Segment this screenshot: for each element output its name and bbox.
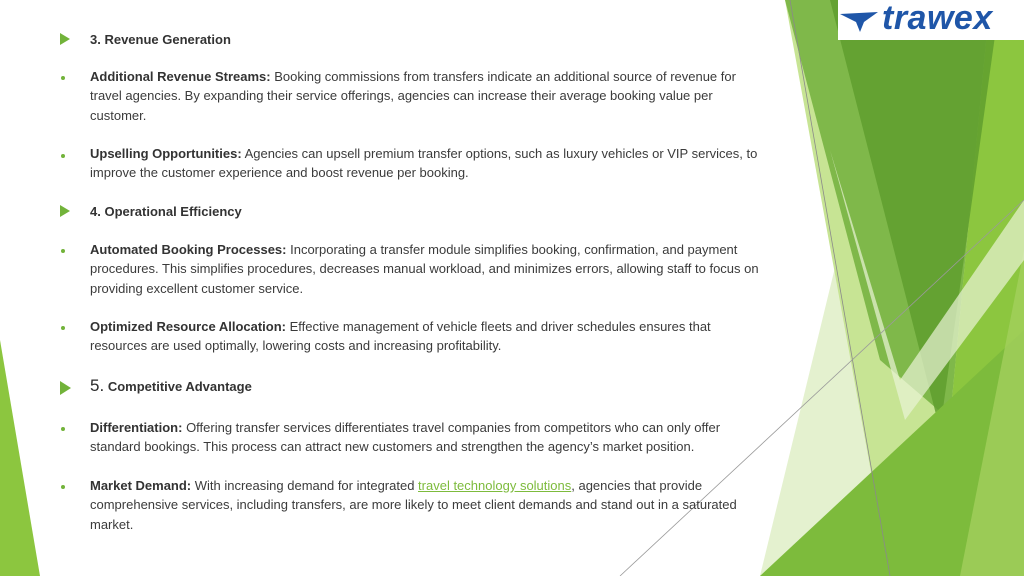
- bullet-dot-icon: [61, 326, 65, 330]
- section-heading-revenue: 3. Revenue Generation: [90, 32, 231, 47]
- bullet-body: Incorporating a transfer module simplifies booking, confirmation, and payment procedures. This simplifies procedures, decreases manual workload, and minimizes errors, allowing staff to focus on providing excellent customer service.: [90, 242, 759, 296]
- bullet-title: Market Demand:: [90, 478, 192, 493]
- travel-technology-link[interactable]: travel technology solutions: [418, 478, 572, 493]
- bullet-dot-icon: [61, 485, 65, 489]
- bullet-body: Effective management of vehicle fleets and driver schedules ensures that resources are used optimally, lowering costs and increasing profitability.: [90, 319, 711, 354]
- bullet-title: Differentiation:: [90, 420, 183, 435]
- section-number: 5.: [90, 376, 105, 395]
- bullet-dot-icon: [61, 427, 65, 431]
- trawex-logo: [838, 0, 1024, 40]
- bullet-title: Additional Revenue Streams:: [90, 69, 271, 84]
- bullet-title: Optimized Resource Allocation:: [90, 319, 286, 334]
- bullet-body: Agencies can upsell premium transfer options, such as luxury vehicles or VIP services, to improve the customer experience and boost revenue per booking.: [90, 146, 758, 181]
- bullet-body: With increasing demand for integrated: [191, 478, 419, 493]
- bullet-resource-allocation: [90, 317, 770, 356]
- section-arrow-icon: [60, 381, 71, 395]
- bullet-title: Upselling Opportunities:: [90, 146, 242, 161]
- bullet-dot-icon: [61, 76, 65, 80]
- section-arrow-icon: [60, 205, 70, 217]
- logo-text: trawex: [882, 0, 993, 37]
- section-arrow-icon: [60, 33, 70, 45]
- bullet-differentiation: [90, 418, 770, 457]
- bullet-market-demand: [90, 476, 770, 534]
- bullet-automated-booking: [90, 240, 770, 298]
- bullet-dot-icon: [61, 154, 65, 158]
- bullet-upselling: [90, 144, 770, 183]
- bullet-title: Automated Booking Processes:: [90, 242, 287, 257]
- bullet-additional-revenue: [90, 67, 770, 125]
- bullet-body: Offering transfer services differentiates travel companies from competitors who can only offer standard bookings. This process can attract new customers and strengthen the agency’s market position.: [90, 420, 721, 455]
- bullet-body: Booking commissions from transfers indicate an additional source of revenue for travel agencies. By expanding their service offerings, agencies can increase their average booking value per customer.: [90, 69, 736, 123]
- section-heading-text: Competitive Advantage: [107, 379, 252, 394]
- bullet-body-continued: , agencies that provide comprehensive services, including transfers, are more likely to meet client demands and stand out in a saturated market.: [90, 478, 737, 532]
- logo-swoosh-icon: [838, 0, 888, 40]
- section-heading-operations: 4. Operational Efficiency: [90, 204, 242, 219]
- section-heading-competitive: [90, 376, 770, 396]
- bullet-dot-icon: [61, 249, 65, 253]
